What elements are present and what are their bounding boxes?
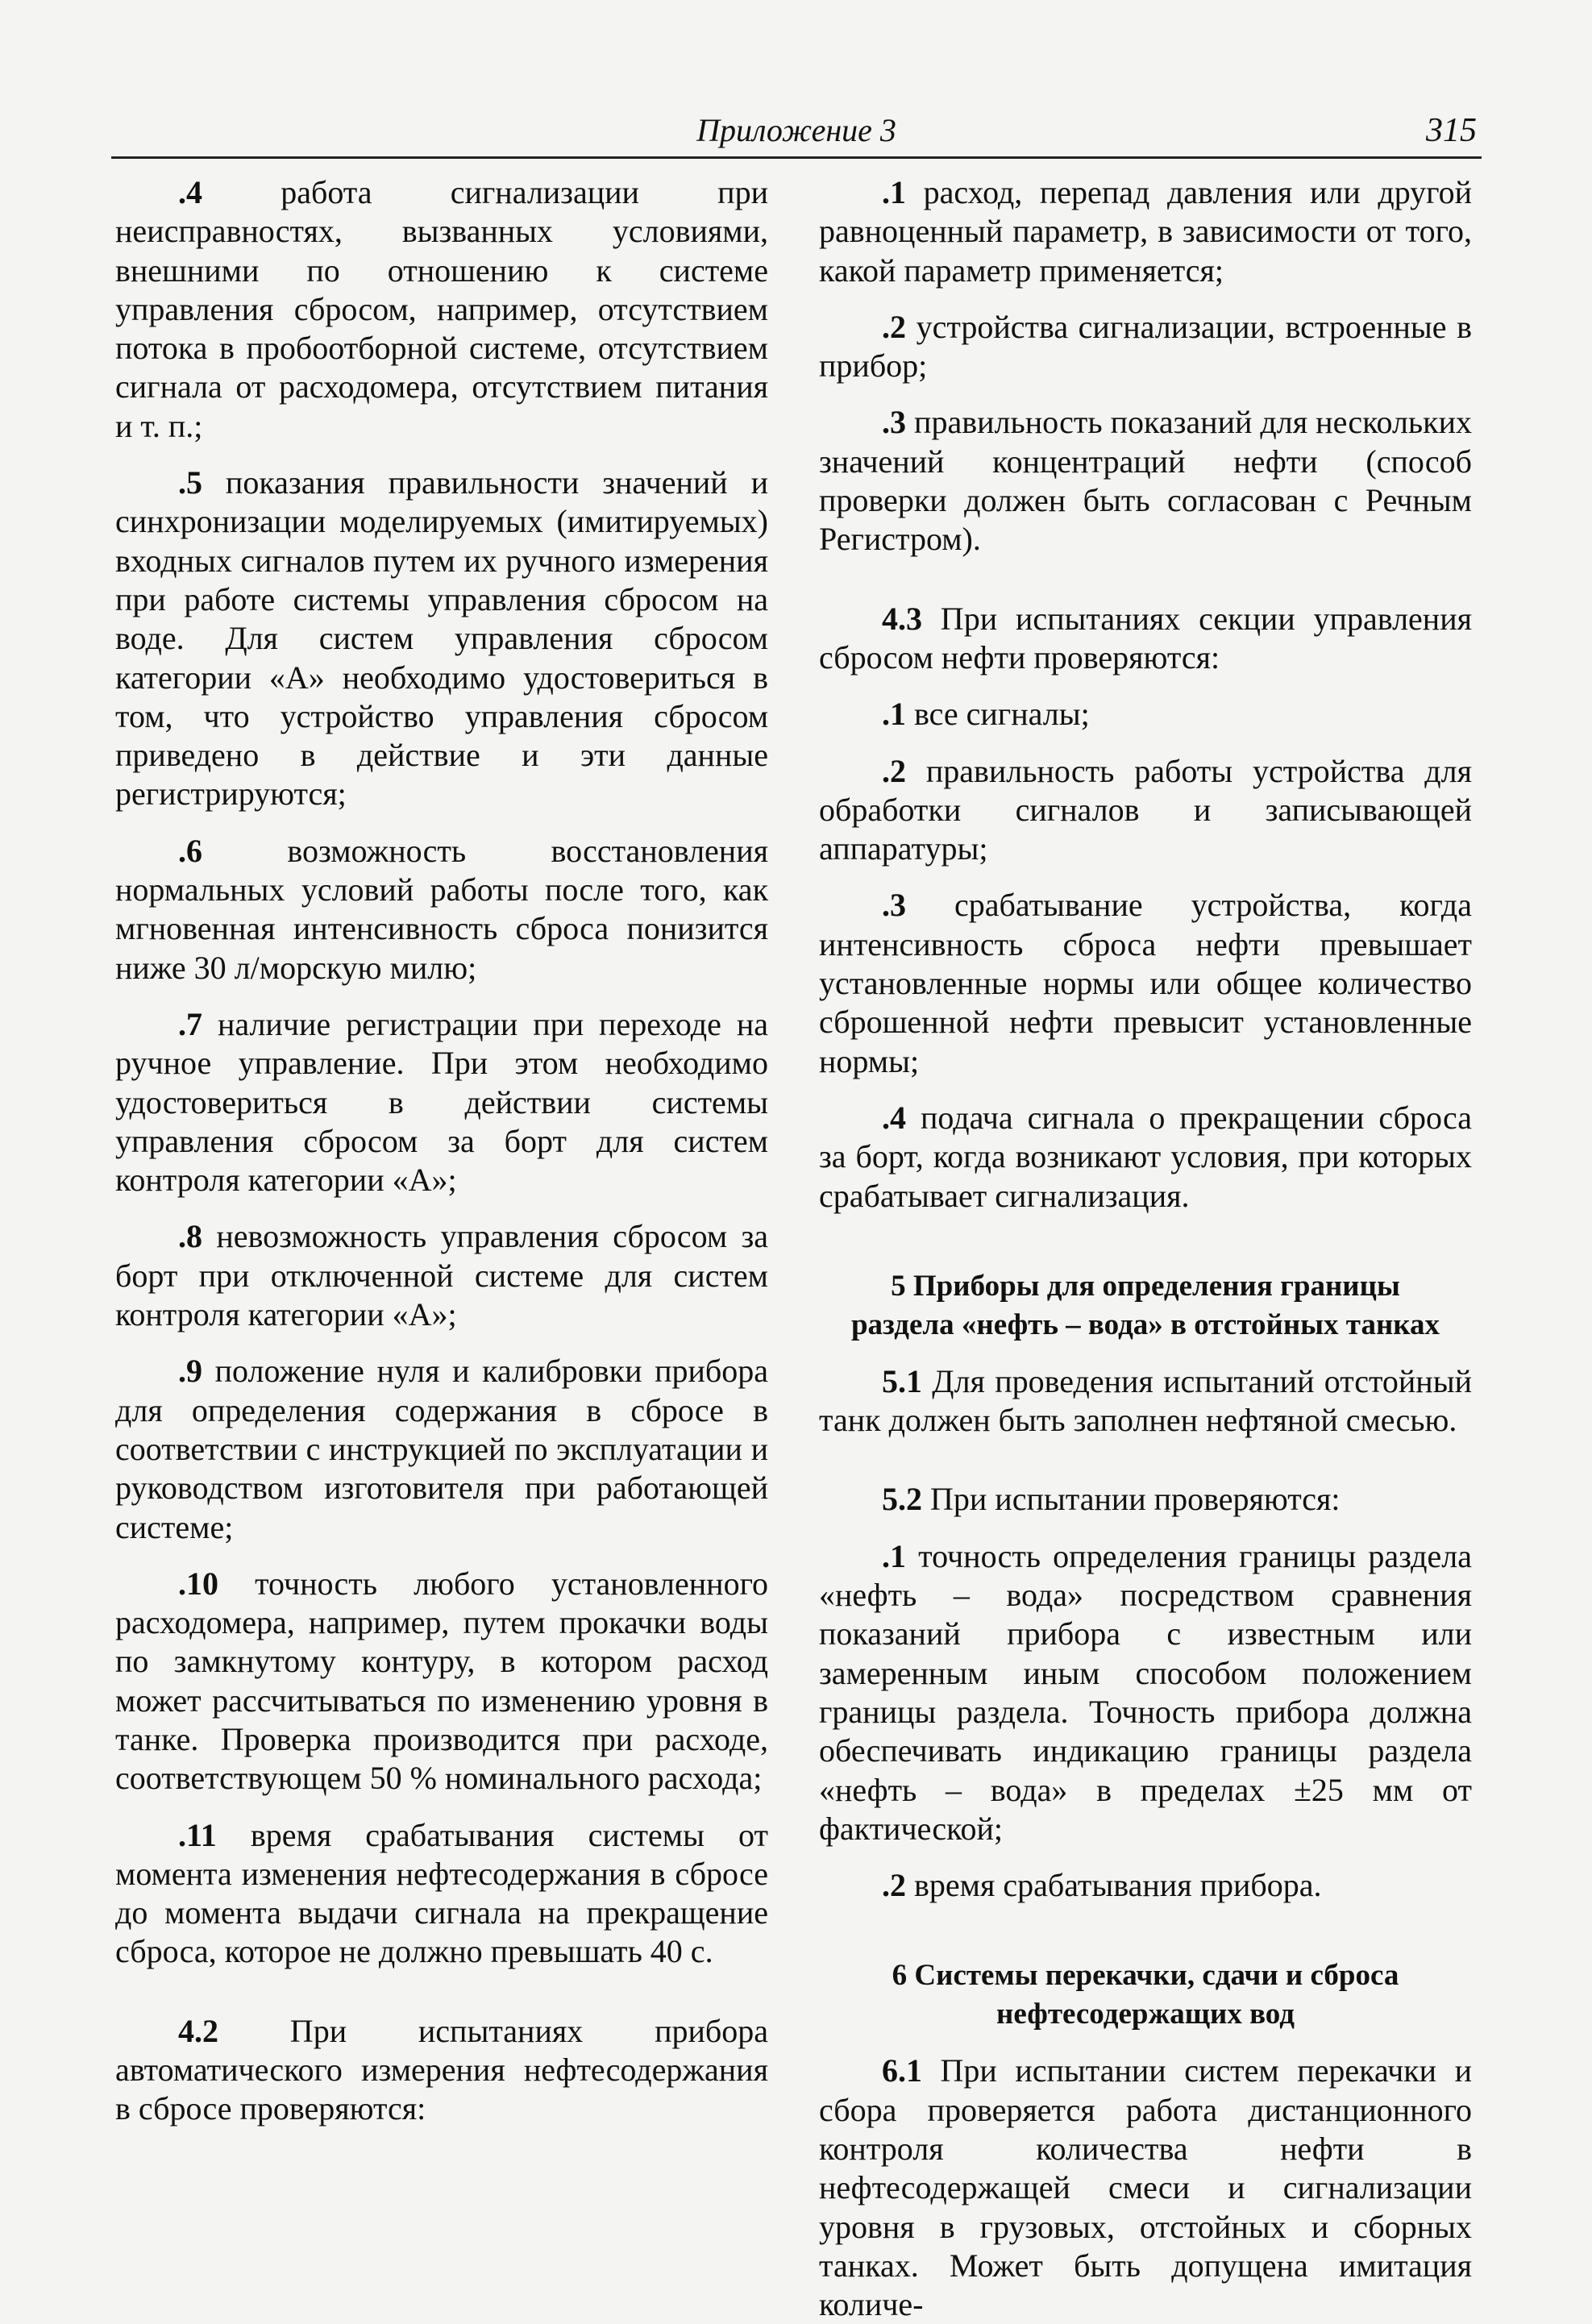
paragraph	[115, 1217, 768, 1334]
paragraph	[819, 1362, 1472, 1441]
item-number: .1	[882, 1537, 906, 1574]
item-number: .10	[178, 1565, 218, 1602]
right-column	[819, 173, 1472, 2324]
paragraph	[115, 1565, 768, 1798]
paragraph-text: расход, перепад давления или другой равноценный параметр, в зависимости от того, какой параметр применяется;	[819, 174, 1472, 289]
item-number: .6	[178, 832, 202, 869]
item-number: .7	[178, 1005, 202, 1042]
heading-line: 5 Приборы для определения границы	[891, 1269, 1400, 1303]
paragraph-text: невозможность управления сбросом за борт при отключенной системе для систем контроля категории «А»;	[115, 1218, 768, 1333]
item-number: .4	[178, 174, 202, 210]
paragraph-text: работа сигнализации при неисправностях, вызванных условиями, внешними по отношению к системе управления сбросом, например, отсутствием потока в пробоотборной системе, отсутствием сигнала от расходомера, отсутствием питания и т. п.;	[115, 174, 768, 444]
paragraph-text: При испытании систем перекачки и сбора проверяется работа дистанционного контроля количества нефти в нефтесодержащей смеси и сигнализации уровня в грузовых, отстойных и сборных танках. Может быть допущена имитация количе-	[819, 2052, 1472, 2323]
paragraph	[115, 832, 768, 987]
paragraph-text: правильность работы устройства для обработки сигналов и записывающей аппаратуры;	[819, 752, 1472, 867]
paragraph-text: возможность восстановления нормальных условий работы после того, как мгновенная интенсивность сброса понизится ниже 30 л/морскую милю;	[115, 832, 768, 986]
item-number: .9	[178, 1353, 202, 1390]
item-number: 4.3	[882, 600, 922, 637]
item-number: .3	[882, 887, 906, 924]
item-number: .1	[882, 174, 906, 210]
paragraph	[115, 173, 768, 446]
paragraph	[115, 1005, 768, 1199]
section-heading-5	[819, 1267, 1472, 1345]
paragraph	[115, 1816, 768, 1972]
paragraph	[819, 886, 1472, 1080]
paragraph-text: подача сигнала о прекращении сброса за борт, когда возникают условия, при которых срабатывает сигнализация.	[819, 1099, 1472, 1214]
paragraph	[819, 1099, 1472, 1216]
paragraph	[819, 2052, 1472, 2324]
item-number: 5.1	[882, 1362, 922, 1399]
paragraph	[819, 1480, 1472, 1519]
item-number: .2	[882, 752, 906, 789]
paragraph-text: время срабатывания прибора.	[906, 1867, 1322, 1904]
item-number: .4	[882, 1099, 906, 1136]
left-column	[115, 173, 768, 2129]
paragraph	[819, 1537, 1472, 1848]
paragraph-text: время срабатывания системы от момента изменения нефтесодержания в сбросе до момента выдачи сигнала на прекращение сброса, которое не должно превышать 40 с.	[115, 1816, 768, 1970]
item-number: .3	[882, 404, 906, 441]
paragraph-text: При испытаниях прибора автоматического измерения нефтесодержания в сбросе проверяются:	[115, 2012, 768, 2127]
paragraph	[115, 1352, 768, 1546]
paragraph-text: наличие регистрации при переходе на ручное управление. При этом необходимо удостовериться в действии системы управления сбросом за борт для систем контроля категории «А»;	[115, 1005, 768, 1199]
running-header	[111, 111, 1482, 159]
heading-line: раздела «нефть – вода» в отстойных танках	[850, 1308, 1440, 1341]
item-number: 4.2	[178, 2012, 218, 2049]
item-number: .5	[178, 464, 202, 501]
paragraph	[819, 752, 1472, 869]
item-number: .2	[882, 308, 906, 345]
paragraph-text: устройства сигнализации, встроенные в прибор;	[819, 308, 1472, 385]
paragraph-text: Для проведения испытаний отстойный танк должен быть заполнен нефтяной смесью.	[819, 1362, 1472, 1439]
item-number: 6.1	[882, 2052, 922, 2089]
paragraph-text: все сигналы;	[906, 696, 1090, 733]
heading-line: нефтесодержащих вод	[996, 1998, 1295, 2031]
section-heading-6	[819, 1956, 1472, 2034]
paragraph-text: точность любого установленного расходомера, например, путем прокачки воды по замкнутому контуру, в котором расход может рассчитываться по изменению уровня в танке. Проверка производится при расходе, соответствующем 50 % номинального расхода;	[115, 1565, 768, 1797]
item-number: .2	[882, 1867, 906, 1904]
item-number: .1	[882, 696, 906, 733]
item-number: .8	[178, 1218, 202, 1255]
paragraph	[115, 464, 768, 814]
paragraph	[115, 2012, 768, 2129]
item-number: .11	[178, 1816, 217, 1853]
paragraph	[819, 403, 1472, 559]
paragraph-text: правильность показаний для нескольких значений концентраций нефти (способ проверки должен быть согласован с Речным Регистром).	[819, 404, 1472, 558]
paragraph	[819, 308, 1472, 386]
paragraph	[819, 600, 1472, 678]
paragraph-text: показания правильности значений и синхронизации моделируемых (имитируемых) входных сигналов путем их ручного измерения при работе системы управления сбросом на воде. Для систем управления сбросом категории «А» необходимо удостовериться в том, что устройство управления сбросом приведено в действие и эти данные регистрируются;	[115, 464, 768, 813]
paragraph-text: точность определения границы раздела «нефть – вода» посредством сравнения показаний прибора с известным или замеренным иным способом положением границы раздела. Точность прибора должна обеспечивать индикацию границы раздела «нефть – вода» в пределах ±25 мм от фактической;	[819, 1537, 1472, 1847]
paragraph-text: При испытаниях секции управления сбросом нефти проверяются:	[819, 600, 1472, 676]
paragraph-text: срабатывание устройства, когда интенсивность сброса нефти превышает установленные нормы или общее количество сброшенной нефти превысит установленные нормы;	[819, 887, 1472, 1079]
paragraph	[819, 173, 1472, 290]
page-number: 315	[1426, 112, 1477, 149]
item-number: 5.2	[882, 1481, 922, 1518]
paragraph-text: положение нуля и калибровки прибора для определения содержания в сбросе в соответствии с инструкцией по эксплуатации и руководством изготовителя при работающей системе;	[115, 1353, 768, 1545]
paragraph	[819, 1866, 1472, 1905]
section-title: Приложение 3	[696, 112, 896, 148]
paragraph	[819, 695, 1472, 734]
heading-line: 6 Системы перекачки, сдачи и сброса	[892, 1959, 1399, 1993]
paragraph-text: При испытании проверяются:	[922, 1481, 1341, 1518]
